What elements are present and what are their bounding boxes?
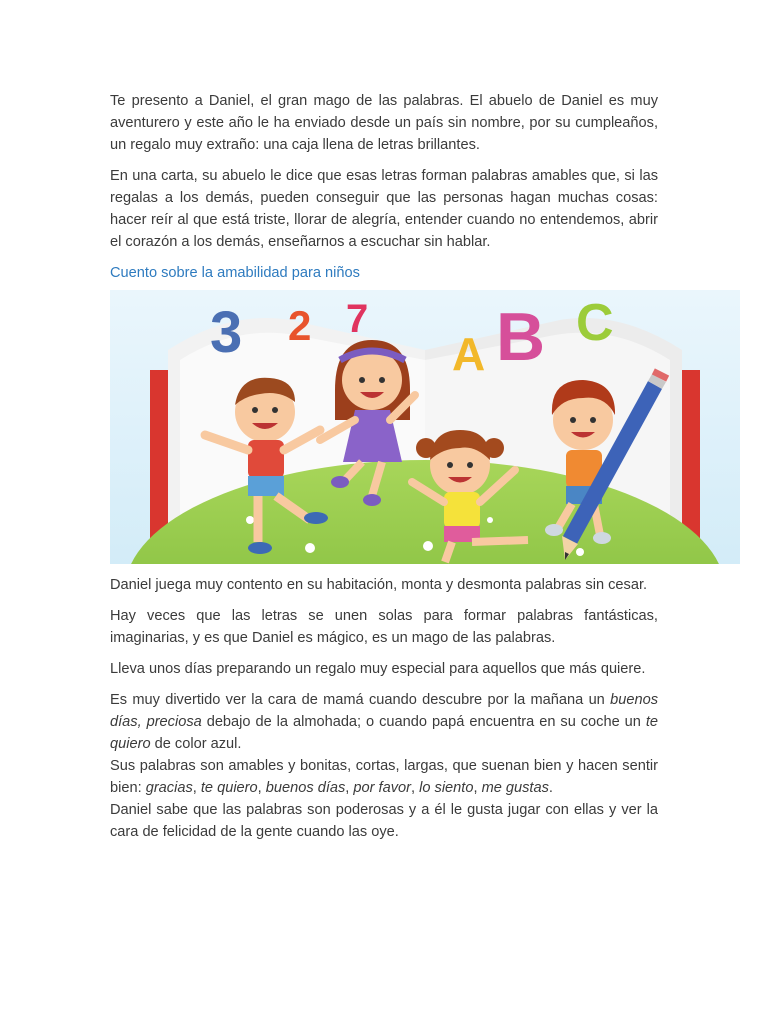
paragraph-powerful-words: Daniel sabe que las palabras son poderosas y a él le gusta jugar con ellas y ver la cara de felicidad de la gente cuando las oye. — [110, 802, 658, 840]
paragraph-letter: En una carta, su abuelo le dice que esas letras forman palabras amables que, si las regalas a los demás, pueden conseguir que las personas hagan muchas cosas: hacer reír al que está triste, llorar de alegría, entender cuando no entendemos, abrir el corazón a los demás, enseñarnos a escuchar sin hablar. — [110, 168, 658, 250]
children-book-illustration — [110, 290, 740, 564]
paragraph-magic: Hay veces que las letras se unen solas para formar palabras fantásticas, imaginarias, y es que Daniel es mágico, es un mago de las palabras. — [110, 608, 658, 646]
phrase-te-quiero: te quiero — [110, 714, 658, 752]
illustration-svg — [110, 290, 740, 564]
letter-a: A — [452, 328, 486, 380]
letter-3: 3 — [210, 300, 243, 365]
letter-7: 7 — [346, 297, 369, 341]
letter-2: 2 — [288, 302, 312, 349]
document-body — [110, 90, 658, 852]
paragraph-mom-dad: Es muy divertido ver la cara de mamá cuando descubre por la mañana un buenos días, preciosa debajo de la almohada; o cuando papá encuentra en su coche un te quiero de color azul. — [110, 692, 658, 752]
paragraph-gift: Lleva unos días preparando un regalo muy especial para aquellos que más quiere. — [110, 661, 646, 677]
letter-b: B — [496, 299, 546, 375]
phrase-buenos-dias-preciosa: buenos días, preciosa — [110, 692, 658, 730]
flower — [305, 543, 315, 553]
paragraph-intro: Te presento a Daniel, el gran mago de las palabras. El abuelo de Daniel es muy aventurero y este año le ha enviado desde un país sin nombre, por su cumpleaños, un regalo muy extraño: una caja llena de letras brillantes. — [110, 93, 658, 153]
story-link[interactable]: Cuento sobre la amabilidad para niños — [110, 265, 360, 281]
paragraph-kind-words: Sus palabras son amables y bonitas, cortas, largas, que suenan bien y hacen sentir bien: gracias, te quiero, buenos días, por favor, lo siento, me gustas. — [110, 758, 658, 796]
letter-c: C — [576, 294, 614, 352]
paragraph-play: Daniel juega muy contento en su habitación, monta y desmonta palabras sin cesar. — [110, 577, 648, 593]
